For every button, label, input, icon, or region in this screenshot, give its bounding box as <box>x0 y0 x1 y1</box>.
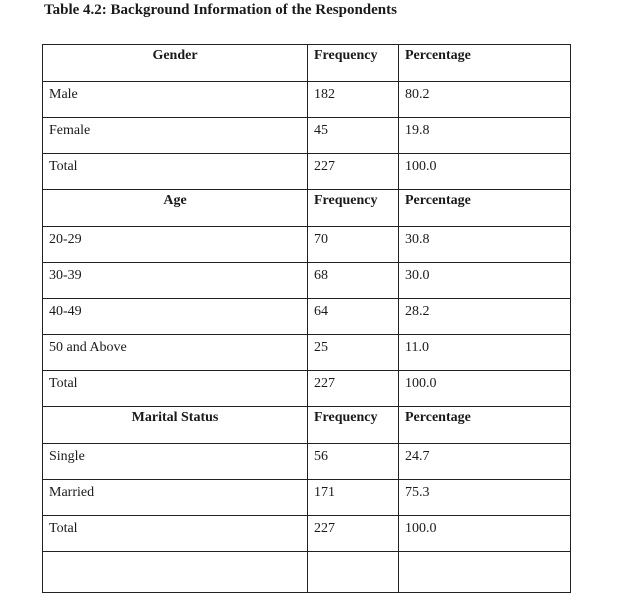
percentage-header: Percentage <box>399 190 571 227</box>
frequency-cell: 171 <box>308 480 399 516</box>
frequency-cell: 70 <box>308 227 399 263</box>
section-header-gender <box>43 45 571 82</box>
category-cell: 50 and Above <box>43 335 308 371</box>
category-cell: Total <box>43 154 308 190</box>
empty-cell <box>43 552 308 593</box>
percentage-cell: 11.0 <box>399 335 571 371</box>
frequency-cell: 227 <box>308 154 399 190</box>
table-row <box>43 335 571 371</box>
table-row <box>43 516 571 552</box>
table-row <box>43 371 571 407</box>
section-label: Marital Status <box>43 407 308 444</box>
frequency-cell: 182 <box>308 82 399 118</box>
percentage-cell: 100.0 <box>399 371 571 407</box>
category-cell: Male <box>43 82 308 118</box>
percentage-cell: 24.7 <box>399 444 571 480</box>
empty-row <box>43 552 571 593</box>
frequency-header: Frequency <box>308 190 399 227</box>
table-row <box>43 263 571 299</box>
percentage-header: Percentage <box>399 45 571 82</box>
percentage-header: Percentage <box>399 407 571 444</box>
percentage-cell: 30.0 <box>399 263 571 299</box>
empty-cell <box>308 552 399 593</box>
table-row <box>43 227 571 263</box>
frequency-cell: 56 <box>308 444 399 480</box>
category-cell: 40-49 <box>43 299 308 335</box>
category-cell: 20-29 <box>43 227 308 263</box>
empty-cell <box>399 552 571 593</box>
frequency-header: Frequency <box>308 45 399 82</box>
table-row <box>43 154 571 190</box>
percentage-cell: 75.3 <box>399 480 571 516</box>
category-cell: Female <box>43 118 308 154</box>
percentage-cell: 19.8 <box>399 118 571 154</box>
frequency-cell: 25 <box>308 335 399 371</box>
table-row <box>43 480 571 516</box>
table-caption: Table 4.2: Background Information of the Respondents <box>44 2 397 18</box>
percentage-cell: 28.2 <box>399 299 571 335</box>
category-cell: 30-39 <box>43 263 308 299</box>
section-header-marital-status <box>43 407 571 444</box>
category-cell: Married <box>43 480 308 516</box>
table-row <box>43 299 571 335</box>
frequency-cell: 68 <box>308 263 399 299</box>
category-cell: Single <box>43 444 308 480</box>
frequency-cell: 227 <box>308 371 399 407</box>
table-row <box>43 82 571 118</box>
frequency-header: Frequency <box>308 407 399 444</box>
percentage-cell: 100.0 <box>399 154 571 190</box>
percentage-cell: 30.8 <box>399 227 571 263</box>
percentage-cell: 80.2 <box>399 82 571 118</box>
percentage-cell: 100.0 <box>399 516 571 552</box>
category-cell: Total <box>43 516 308 552</box>
frequency-cell: 45 <box>308 118 399 154</box>
frequency-cell: 227 <box>308 516 399 552</box>
background-info-table <box>42 44 571 593</box>
section-label: Gender <box>43 45 308 82</box>
frequency-cell: 64 <box>308 299 399 335</box>
section-label: Age <box>43 190 308 227</box>
table-row <box>43 444 571 480</box>
category-cell: Total <box>43 371 308 407</box>
section-header-age <box>43 190 571 227</box>
table-row <box>43 118 571 154</box>
